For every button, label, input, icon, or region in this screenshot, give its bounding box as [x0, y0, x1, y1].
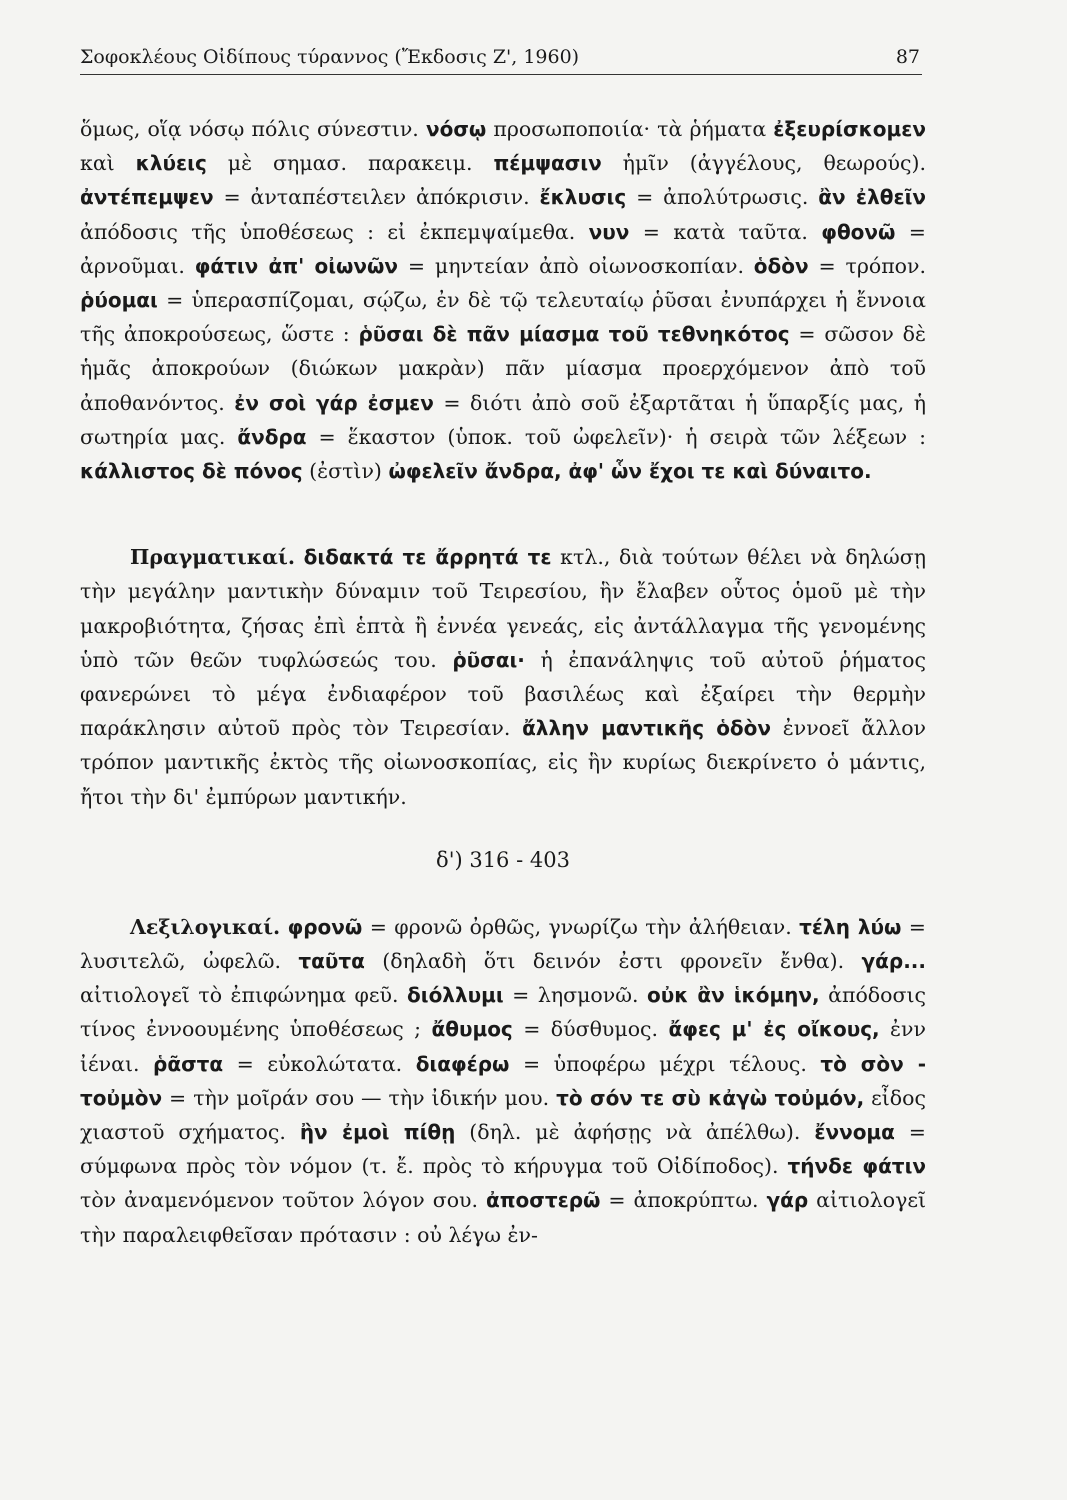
lemma: ὠφελεῖν ἄνδρα, ἀφ' ὧν ἔχοι τε καὶ δύναιτο. — [388, 459, 872, 484]
text: = ὑποφέρω μέχρι τέλους. — [509, 1051, 821, 1076]
lemma: ἔννομα — [814, 1120, 895, 1145]
text: ἀπόδοσις τῆς ὑποθέσεως : εἰ ἐκπεμψαίμεθα. — [80, 219, 589, 244]
text: (ἐστὶν) — [302, 459, 389, 484]
lemma: κάλλιστος δὲ πόνος — [80, 459, 303, 484]
lemma: ἐξευρίσκομεν — [773, 117, 926, 141]
text: = λυσιτελῶ, ὠφελῶ. — [80, 914, 926, 974]
text: = ἀνταπέστειλεν ἀπόκρισιν. — [213, 185, 540, 210]
running-header — [80, 44, 922, 75]
lemma: ἂν ἐλθεῖν — [818, 185, 927, 210]
lemma: ῥῦσαι· — [452, 647, 525, 672]
lemma: φάτιν ἀπ' οἰωνῶν — [194, 253, 399, 278]
page-number: 87 — [895, 46, 920, 68]
text: ἡμῖν (ἀγγέλους, θεωρούς). — [601, 151, 926, 176]
text: = ἀρνοῦμαι. — [80, 219, 926, 278]
text: = ἕκαστον (ὑποκ. τοῦ ὠφελεῖν)· ἡ σειρὰ τῶν λέξεων : — [306, 424, 926, 449]
lemma: φρονῶ — [287, 914, 363, 939]
text: καὶ — [80, 151, 136, 176]
text: αἰτιολογεῖ τὸ ἐπιφώνημα φεῦ. — [80, 983, 408, 1008]
lemma: ἀντέπεμψεν — [80, 185, 214, 210]
lemma: ῥᾶστα — [153, 1051, 224, 1076]
lemma: ῥύομαι — [80, 288, 158, 313]
text: = ὑπερασπίζομαι, σῴζω, ἐν δὲ τῷ τελευταίῳ ῥῦσαι ἐνυπάρχει ἡ ἔννοια τῆς ἀποκρούσεως, ὥστε : — [80, 288, 926, 347]
text — [295, 545, 304, 569]
text: εἶδος χιαστοῦ σχήματος. — [80, 1085, 926, 1145]
text: μὲ σημασ. παρακειμ. — [206, 151, 494, 176]
text: = κατὰ ταῦτα. — [629, 219, 822, 244]
commentary-paragraph-3 — [80, 910, 926, 1252]
lemma: ἐν σοὶ γάρ ἐσμεν — [234, 390, 434, 415]
text: = σύμφωνα πρὸς τὸν νόμον (τ. ἔ. πρὸς τὸ κήρυγμα τοῦ Οἰδίποδος). — [80, 1120, 926, 1179]
text: αἰτιολογεῖ τὴν παραλειφθεῖσαν πρότασιν : οὐ λέγω ἐν- — [80, 1188, 926, 1247]
commentary-paragraph-2 — [80, 540, 926, 814]
text — [280, 915, 287, 939]
text: = μηντείαν ἀπὸ οἰωνοσκοπίαν. — [398, 253, 754, 278]
text: = τρόπον. — [808, 253, 927, 278]
lemma: ῥῦσαι δὲ πᾶν μίασμα τοῦ τεθνηκότος — [358, 322, 790, 347]
lemma: τὸ σόν τε σὺ κἀγὼ τοὐμόν, — [556, 1085, 865, 1110]
lemma: τήνδε φάτιν — [787, 1154, 926, 1179]
text: ἡ ἐπανάληψις τοῦ αὐτοῦ ῥήματος φανερώνει τὸ μέγα ἐνδιαφέρον τοῦ βασιλέως καὶ ἐξαίρει τὴν θερμὴν παράκλησιν αὐτοῦ πρὸς τὸν Τειρεσίαν. — [80, 647, 926, 741]
running-title: Σοφοκλέους Οἰδίπους τύραννος (Ἔκδοσις Ζ', 1960) — [80, 46, 580, 68]
verse-range-heading: δ') 316 - 403 — [436, 847, 570, 872]
lemma: διόλλυμι — [407, 983, 504, 1008]
text: προσωποποιία· τὰ ῥήματα — [486, 117, 774, 141]
text: ἐνν ἰέναι. — [80, 1017, 926, 1076]
lemma: γάρ — [766, 1188, 809, 1213]
lemma: διαφέρω — [415, 1051, 510, 1076]
lemma: ἔκλυσις — [539, 185, 627, 210]
lemma: νόσῳ — [425, 117, 487, 141]
lemma: πέμψασιν — [493, 151, 602, 176]
lemma: τέλη λύω — [799, 914, 902, 939]
lemma: διδακτά τε ἄρρητά τε — [303, 545, 552, 570]
text: τὸν ἀναμενόμενον τοῦτον λόγον σου. — [80, 1188, 486, 1213]
lemma: ταῦτα — [298, 949, 365, 974]
lemma: ἄφες μ' ἐς οἴκους, — [668, 1017, 880, 1042]
page-body — [80, 112, 926, 1252]
commentary-paragraph-1 — [80, 112, 926, 488]
lemma: ὁδὸν — [753, 253, 809, 278]
text: ὅμως, οἵᾳ νόσῳ πόλις σύνεστιν. — [80, 117, 426, 141]
text: = τὴν μοῖράν σου — τὴν ἰδικήν μου. — [162, 1085, 557, 1110]
text: = εὐκολώτατα. — [223, 1051, 416, 1076]
lemma: νυν — [588, 219, 630, 244]
text: ἐννοεῖ ἄλλον τρόπον μαντικῆς ἐκτὸς τῆς οἰωνοσκοπίας, εἰς ἣν κυρίως διεκρίνετο ὁ μάντις, ἤτοι τὴν δι' ἐμπύρων μαντικήν. — [80, 716, 926, 809]
text: (δηλαδὴ ὅτι δεινόν ἐστι φρονεῖν ἔνθα). — [364, 949, 862, 974]
text: = διότι ἀπὸ σοῦ ἐξαρτᾶται ἡ ὕπαρξίς μας, ἡ σωτηρία μας. — [80, 390, 926, 449]
lemma: ἄθυμος — [431, 1017, 513, 1042]
text: = φρονῶ ὀρθῶς, γνωρίζω τὴν ἀλήθειαν. — [362, 914, 800, 939]
lemma: ἀποστερῶ — [485, 1188, 601, 1213]
lemma: ἄλλην μαντικῆς ὁδὸν — [522, 716, 772, 741]
text: = δύσθυμος. — [512, 1017, 669, 1042]
section-heading: Λεξιλογικαί. — [130, 914, 281, 939]
text: ἀπόδοσις τίνος ἐννοουμένης ὑποθέσεως ; — [80, 983, 927, 1042]
lemma: φθονῶ — [821, 219, 896, 244]
text: = ἀποκρύπτω. — [600, 1188, 767, 1213]
lemma: γάρ... — [861, 949, 926, 974]
text: κτλ., διὰ τούτων θέλει νὰ δηλώσῃ τὴν μεγάλην μαντικὴν δύναμιν τοῦ Τειρεσίου, ἣν ἔλαβεν οὗτος ὁμοῦ μὲ τὴν μακροβιότητα, ζήσας ἐπὶ ἑπτὰ ἢ ἐννέα γενεάς, εἰς ἀντάλλαγμα τῆς γενομένης ὑπὸ τῶν θεῶν τυφλώσεώς του. — [80, 545, 926, 672]
lemma: ἄνδρα — [237, 424, 307, 449]
text: (δηλ. μὲ ἀφήσῃς νὰ ἀπέλθω). — [455, 1120, 815, 1145]
lemma: ἢν ἐμοὶ πίθῃ — [299, 1120, 456, 1145]
lemma: τὸ σὸν - τοὐμὸν — [80, 1051, 926, 1110]
text: = ἀπολύτρωσις. — [626, 185, 819, 210]
text: = λησμονῶ. — [503, 983, 647, 1008]
lemma: κλύεις — [135, 151, 207, 176]
lemma: οὐκ ἂν ἱκόμην, — [646, 983, 820, 1008]
section-heading: Πραγματικαί. — [130, 545, 295, 570]
text: = σῶσον δὲ ἡμᾶς ἀποκρούων (διώκων μακρὰν) πᾶν μίασμα προερχόμενον ἀπὸ τοῦ ἀποθανόντος. — [80, 322, 927, 415]
